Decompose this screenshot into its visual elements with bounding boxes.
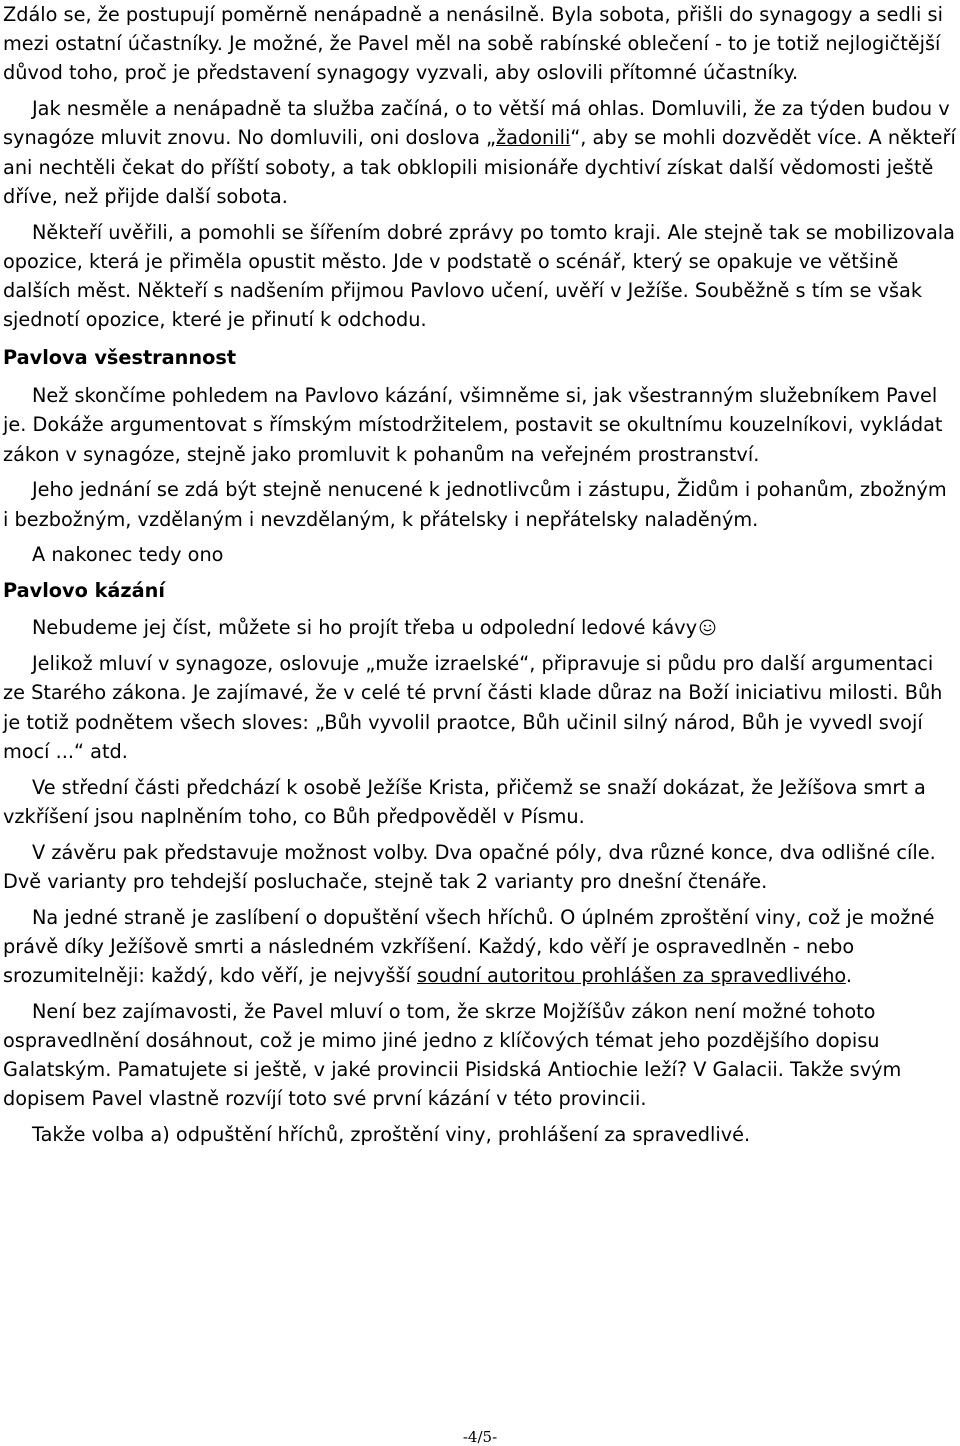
paragraph-reading-note-text: Nebudeme jej číst, můžete si ho projít třeba u odpolední ledové kávy	[32, 616, 698, 640]
paragraph-response	[3, 94, 957, 211]
paragraph-reading-note	[3, 613, 957, 642]
paragraph-versatility: Než skončíme pohledem na Pavlovo kázání, všimněme si, jak všestranným služebníkem Pavel je. Dokáže argumentovat s římským místodržitelem, postavit se okultnímu kouzelníkovi, vykládat zákon v synagóze, stejně jako promluvit k pohanům na veřejném prostranství.	[3, 384, 943, 466]
paragraph-conduct: Jeho jednání se zdá být stejně nenucené k jednotlivcům i zástupu, Židům i pohanům, zbožným i bezbožným, vzdělaným i nevzdělaným, k přátelsky i nepřátelsky naladěným.	[3, 478, 947, 531]
underlined-word-zadonili: žadonili	[496, 126, 571, 150]
paragraph-galatians: Není bez zajímavosti, že Pavel mluví o tom, že skrze Mojžíšův zákon není možné tohoto ospravedlnění dosáhnout, což je mimo jiné jedno z klíčových témat jeho pozdějšího dopisu Galatským. Pamatujete si ještě, v jaké provincii Pisidská Antiochie leží? V Galacii. Takže svým dopisem Pavel vlastně rozvíjí toto své první kázání v této provincii.	[3, 999, 902, 1111]
heading-pavlovo-kazani: Pavlovo kázání	[3, 578, 165, 602]
underlined-phrase-justified: soudní autoritou prohlášen za spravedlivého	[417, 964, 846, 988]
smiley-face-icon	[699, 619, 716, 636]
paragraph-opposition: Někteří uvěřili, a pomohli se šířením dobré zprávy po tomto kraji. Ale stejně tak se mobilizovala opozice, která je přiměla opustit město. Jde v podstatě o scénář, který se opakuje ve většině dalších měst. Někteří s nadšením přijmou Pavlovo učení, uvěří v Ježíše. Souběžně s tím se však sjednotí opozice, které je přinutí k odchodu.	[3, 220, 955, 332]
paragraph-promise	[3, 903, 957, 991]
paragraph-promise-end: .	[845, 964, 853, 988]
heading-pavlova-vsestrannost: Pavlova všestrannost	[3, 346, 237, 370]
paragraph-middle-part: Ve střední části předchází k osobě Ježíše Krista, přičemž se snaží dokázat, že Ježíšova smrt a vzkříšení jsou naplněním toho, co Bůh předpověděl v Písmu.	[3, 775, 926, 828]
page-number: -4/5-	[462, 1428, 498, 1446]
paragraph-conclusion: V závěru pak představuje možnost volby. Dva opačné póly, dva různé konce, dva odlišné cíle. Dvě varianty pro tehdejší posluchače, stejně tak 2 varianty pro dnešní čtenáře.	[3, 840, 936, 893]
paragraph-transition: A nakonec tedy ono	[32, 543, 224, 567]
paragraph-promise-text: Na jedné straně je zaslíbení o dopuštění všech hříchů. O úplném zproštění viny, což je možné právě díky Ježíšově smrti a následném vzkříšení. Každý, kdo věří je ospravedlněn - nebo srozumitelněji: každý, kdo věří, je nejvyšší	[3, 905, 935, 988]
paragraph-response-text-1: Jak nesměle a nenápadně ta služba začíná, o to větší má ohlas. Domluvili, že za týden budou v synagóze mluvit znovu. No domluvili, oni doslova „	[3, 97, 950, 150]
paragraph-response-text-2: “, aby se mohli dozvědět více. A někteří ani nechtěli čekat do příští soboty, a tak obklopili misionáře dychtiví získat další vědomosti ještě dříve, než přijde další sobota.	[3, 126, 956, 208]
paragraph-first-part: Jelikož mluví v synagoze, oslovuje „muže izraelské“, připravuje si půdu pro další argumentaci ze Starého zákona. Je zajímavé, že v celé té první části klade důraz na Boží iniciativu milosti. Bůh je totiž podnětem všech sloves: „Bůh vyvolil praotce, Bůh učinil silný národ, Bůh je vyvedl svojí mocí ...“ atd.	[3, 652, 943, 763]
paragraph-choice-a: Takže volba a) odpuštění hříchů, zproštění viny, prohlášení za spravedlivé.	[32, 1123, 751, 1147]
document-page	[3, 0, 957, 1149]
paragraph-intro: Zdálo se, že postupují poměrně nenápadně a nenásilně. Byla sobota, přišli do synagogy a sedli si mezi ostatní účastníky. Je možné, že Pavel měl na sobě rabínské oblečení - to je totiž nejlogičtější důvod toho, proč je představení synagogy vyzvali, aby oslovili přítomné účastníky.	[3, 3, 943, 85]
